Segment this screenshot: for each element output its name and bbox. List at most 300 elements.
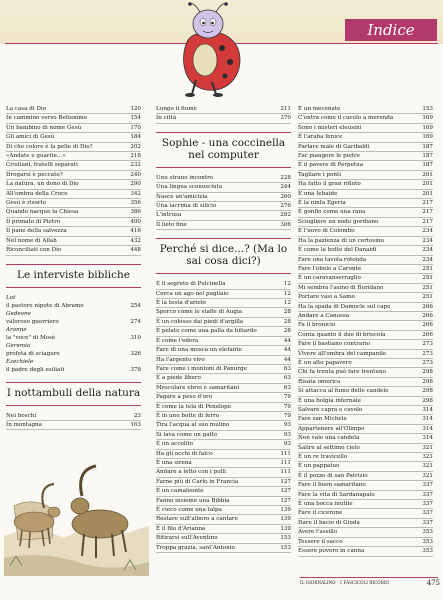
entry-title: Una lingua sconosciuta: [156, 184, 223, 191]
index-entry: [298, 114, 433, 123]
ladybug-illustration: [170, 0, 250, 98]
interview-character: Gedeone: [6, 310, 31, 317]
entry-page: 63: [283, 365, 291, 372]
entry-page: 44: [283, 337, 291, 344]
index-entry: [298, 133, 433, 142]
entry-title: Mescolare ebrei e samaritani: [156, 384, 240, 391]
index-entry: [156, 440, 291, 449]
entry-title: Tagliare i ponti: [298, 171, 342, 178]
entry-page: 187: [422, 143, 433, 150]
entry-page: 169: [422, 124, 433, 131]
index-entry: [298, 246, 433, 255]
entry-title: La casa di Dio: [6, 106, 47, 112]
entry-title: Parlare male di Garibaldi: [298, 143, 370, 150]
entry-title: È un pappatuo: [298, 463, 340, 470]
entry-title: Tira l'acqua al suo mulino: [156, 422, 230, 429]
index-entry: [298, 321, 433, 330]
entry-title: la "voce" di Mosè: [6, 334, 56, 341]
entry-page: 63: [283, 384, 291, 391]
entry-page: 298: [422, 388, 433, 395]
entry-title: È un camaleonte: [156, 488, 204, 495]
entry-title: Di che colore è la pelle di Dio?: [6, 143, 93, 150]
entry-title: Si attacca al fumo delle candele: [298, 388, 389, 395]
entry-page: 251: [422, 294, 433, 301]
index-entry: [298, 415, 433, 424]
entry-title: Restare sull'albero a cantare: [156, 516, 238, 523]
entry-page: 93: [283, 422, 291, 429]
entry-title: Essere povero in canna: [298, 548, 365, 555]
entry-title: Fa il bronicio: [298, 322, 336, 329]
entry-page: 28: [283, 328, 291, 335]
index-entry: [298, 161, 433, 170]
index-entry: [298, 208, 433, 217]
entry-page: 111: [280, 459, 291, 466]
entry-page: 211: [280, 106, 291, 112]
entry-title: Nel nome di Allah: [6, 237, 57, 244]
index-entry: [298, 331, 433, 340]
index-entry: [156, 356, 291, 365]
entry-title: Riconciliati con Dio: [6, 247, 62, 254]
index-entry: [156, 105, 291, 114]
entry-title: È la ninfa Egeria: [298, 200, 346, 207]
index-entry: [298, 547, 433, 556]
index-tab: Indice: [345, 19, 437, 41]
entry-title: C'entra come il cavolo a merenda: [298, 115, 394, 122]
entry-title: Gli amici di Gesù: [6, 134, 55, 141]
entry-title: Fare come i montoni di Panurge: [156, 365, 247, 372]
interview-entry: [6, 366, 141, 374]
entry-page: 28: [283, 309, 291, 316]
entry-title: Gesù è risorto: [6, 200, 47, 207]
entry-title: Ha gli occhi di falco: [156, 450, 213, 457]
entry-title: È come la botte del Danaidi: [298, 247, 377, 254]
entry-page: 370: [280, 115, 291, 122]
entry-page: 326: [130, 350, 141, 357]
entry-page: 321: [422, 444, 433, 451]
entry-title: All'ombra della Croce: [6, 190, 68, 197]
ibex-illustration: [4, 426, 149, 576]
index-entry: [156, 459, 291, 468]
entry-title: Fare san Michele: [298, 416, 347, 423]
index-entry: [156, 299, 291, 308]
entry-title: È il segreto di Pulcinella: [156, 281, 226, 288]
index-entry: [156, 221, 291, 230]
entry-page: 306: [280, 221, 291, 228]
entry-title: Chi fa trenta può fare trentuno: [298, 369, 386, 376]
index-entry: [156, 403, 291, 412]
entry-title: Risata omerica: [298, 378, 341, 385]
entry-page: 234: [422, 228, 433, 235]
index-entry: [156, 308, 291, 317]
entry-page: 201: [422, 171, 433, 178]
entry-page: 139: [280, 516, 291, 523]
nottambuli-title: I nottambuli della natura: [6, 382, 141, 406]
index-entry: [156, 421, 291, 430]
entry-page: 353: [422, 529, 433, 536]
index-entry: [298, 312, 433, 321]
entry-page: 28: [283, 318, 291, 325]
entry-page: 240: [130, 171, 141, 178]
entry-page: 139: [280, 507, 291, 513]
index-entry: [298, 444, 433, 453]
entry-title: È un re travicello: [298, 454, 348, 461]
entry-page: 292: [280, 212, 291, 219]
index-entry: [156, 534, 291, 543]
entry-page: 416: [130, 228, 141, 235]
entry-page: 276: [280, 203, 291, 210]
entry-title: Il primato di Pietro: [6, 218, 61, 225]
entry-title: In cammino verso Betlemme: [6, 115, 88, 122]
entry-title: Tessere il sacco: [298, 538, 343, 545]
entry-page: 337: [422, 501, 433, 508]
perche-title: Perché si dice...? (Ma lo sai cosa dici?): [156, 238, 291, 274]
entry-page: 153: [280, 544, 291, 551]
entry-title: Lungo il fiume: [156, 106, 197, 112]
index-entry: [298, 256, 433, 265]
index-entry: [298, 472, 433, 481]
index-entry: [298, 491, 433, 500]
interview-entry: [6, 350, 141, 358]
index-entry: [298, 180, 433, 189]
entry-title: Far piangere le pietre: [298, 153, 361, 160]
entry-title: Farne più di Carlo in Francia: [156, 478, 239, 485]
bible-interviews-title: Le interviste bibliche: [6, 264, 141, 288]
index-entry: [298, 434, 433, 443]
entry-page: 314: [422, 407, 433, 413]
index-entry: [156, 450, 291, 459]
interview-character: Geremia: [6, 342, 31, 349]
entry-title: È il pozzo di san Patrizio: [298, 472, 368, 479]
entry-page: 314: [422, 425, 433, 432]
entry-title: Il lieto fine: [156, 221, 187, 228]
entry-title: È l'araba fenice: [298, 134, 343, 141]
footer-credit: IL GIORNALINO · 1 FASCICOLI RICORDI: [300, 580, 389, 585]
entry-page: 234: [422, 237, 433, 244]
index-entry: [6, 143, 141, 152]
index-entry: [156, 318, 291, 327]
entry-title: Nei boschi: [6, 412, 37, 419]
index-entry: [298, 105, 433, 114]
index-entry: [298, 293, 433, 302]
entry-title: Vivere all'ombra del campanile: [298, 350, 387, 357]
entry-title: È una Iebaide: [298, 190, 338, 197]
index-entry: [6, 208, 141, 217]
entry-title: È un colosso dai piedi d'argilla: [156, 318, 244, 325]
entry-title: Avere l'assillo: [298, 529, 338, 536]
entry-page: 337: [422, 491, 433, 498]
entry-page: 314: [422, 416, 433, 423]
entry-page: 448: [130, 247, 141, 254]
index-entry: [298, 274, 433, 283]
entry-title: Ha fatto il gran rifiuto: [298, 181, 361, 188]
entry-title: È una bocca inutile: [298, 501, 353, 508]
entry-page: 187: [422, 162, 433, 169]
index-entry: [298, 359, 433, 368]
index-entry: [156, 193, 291, 202]
index-entry: [298, 237, 433, 246]
entry-page: 153: [280, 535, 291, 542]
entry-title: Sporco come le stalle di Augia: [156, 309, 243, 316]
entry-page: 169: [422, 134, 433, 141]
index-entry: [156, 506, 291, 515]
index-entry: [156, 525, 291, 534]
entry-title: Cerca un ago nel pagliaio: [156, 290, 229, 297]
entry-title: È come la tela di Penelope: [156, 403, 232, 410]
entry-title: È una sirena: [156, 459, 192, 466]
entry-title: «Andate e guarite...»: [6, 153, 66, 160]
index-entry: [156, 346, 291, 355]
entry-page: 218: [130, 153, 141, 160]
index-column-3: [298, 105, 433, 557]
entry-page: 127: [280, 478, 291, 485]
index-entry: [156, 327, 291, 336]
index-entry: [156, 412, 291, 421]
entry-page: 79: [283, 412, 291, 419]
entry-title: profeta di sciagure: [6, 350, 60, 357]
entry-page: 201: [422, 181, 433, 188]
entry-title: Una lacrima di silicio: [156, 203, 217, 210]
index-entry: [6, 180, 141, 189]
entry-page: 321: [422, 463, 433, 470]
entry-page: 353: [422, 538, 433, 545]
entry-page: 232: [130, 162, 141, 169]
index-entry: [298, 265, 433, 274]
entry-page: 321: [422, 472, 433, 479]
entry-page: 127: [280, 497, 291, 504]
index-entry: [156, 374, 291, 383]
entry-title: È la testa d'ariete: [156, 300, 207, 307]
index-entry: [298, 218, 433, 227]
entry-page: 298: [422, 397, 433, 404]
entry-page: 234: [422, 256, 433, 263]
entry-title: In montagna: [6, 421, 42, 428]
entry-page: 321: [422, 454, 433, 461]
entry-page: 266: [422, 331, 433, 338]
index-entry: [6, 114, 141, 123]
entry-title: È gonfio come una rana: [298, 209, 366, 216]
index-column-2: [156, 105, 291, 553]
index-entry: [6, 161, 141, 170]
entry-page: 254: [130, 302, 141, 309]
index-entry: [298, 509, 433, 518]
entry-title: Quando nacque la Chiesa: [6, 209, 79, 216]
entry-title: Sono i misteri eleusini: [298, 124, 362, 131]
entry-page: 12: [283, 281, 291, 288]
entry-page: 266: [422, 312, 433, 319]
index-entry: [156, 290, 291, 299]
entry-title: Fare di una mosca un elefante: [156, 347, 242, 354]
index-entry: [298, 528, 433, 537]
index-entry: [156, 431, 291, 440]
entry-title: L'intrusa: [156, 212, 182, 219]
entry-page: 273: [422, 359, 433, 366]
index-entry: [298, 425, 433, 434]
entry-title: È a piede libero: [156, 375, 201, 382]
entry-page: 184: [130, 134, 141, 141]
index-entry: [156, 337, 291, 346]
index-entry: [298, 462, 433, 471]
index-column-1: [6, 105, 141, 430]
interview-entry: [6, 334, 141, 342]
index-entry: [6, 412, 141, 421]
index-entry: [6, 152, 141, 161]
index-entry: [298, 284, 433, 293]
entry-title: È cieco come una talpa: [156, 507, 222, 513]
entry-page: 153: [422, 106, 433, 112]
entry-page: 337: [422, 519, 433, 526]
entry-page: 378: [130, 366, 141, 373]
index-entry: [156, 211, 291, 220]
entry-title: Andare a letto con i polli: [156, 469, 226, 476]
index-entry: [298, 143, 433, 152]
entry-page: 44: [283, 347, 291, 354]
entry-page: 44: [283, 356, 291, 363]
index-entry: [156, 468, 291, 477]
entry-title: In città: [156, 115, 177, 122]
entry-page: 273: [422, 350, 433, 357]
index-entry: [6, 246, 141, 255]
index-entry: [298, 397, 433, 406]
entry-page: 273: [422, 341, 433, 348]
entry-page: 260: [280, 193, 291, 200]
entry-page: 139: [280, 525, 291, 532]
index-entry: [156, 515, 291, 524]
entry-page: 266: [422, 303, 433, 310]
entry-title: Sciogliere un nodo gordiano: [298, 218, 379, 225]
entry-page: 298: [422, 369, 433, 376]
index-entry: [6, 199, 141, 208]
entry-page: 251: [422, 284, 433, 291]
entry-page: 251: [422, 265, 433, 272]
index-entry: [156, 478, 291, 487]
sophie-title: Sophie - una coccinella nel computer: [156, 132, 291, 168]
entry-title: il padre degli esiliati: [6, 366, 65, 373]
entry-page: 353: [422, 548, 433, 555]
entry-page: 163: [130, 421, 141, 428]
entry-page: 356: [130, 200, 141, 207]
index-entry: [298, 190, 433, 199]
index-entry: [298, 387, 433, 396]
interview-character: Ezechiele: [6, 358, 34, 365]
entry-title: Portare vasi a Samo: [298, 294, 355, 301]
index-entry: [298, 406, 433, 415]
entry-title: Dare il bacio di Giuda: [298, 519, 360, 526]
entry-title: È il pavere di Perpetua: [298, 162, 364, 169]
index-entry: [156, 497, 291, 506]
entry-title: Fare il bastiano contrario: [298, 341, 371, 348]
index-entry: [156, 384, 291, 393]
entry-title: La natura, un dono di Dio: [6, 181, 79, 188]
index-entry: [156, 365, 291, 374]
interview-character: Lot: [6, 294, 16, 301]
entry-page: 127: [280, 488, 291, 495]
index-entry: [298, 378, 433, 387]
entry-title: È come l'edera: [156, 337, 199, 344]
entry-page: 342: [130, 190, 141, 197]
index-entry: [156, 487, 291, 496]
index-entry: [298, 303, 433, 312]
entry-title: È l'uovo di Colombo: [298, 228, 355, 235]
index-entry: [298, 519, 433, 528]
entry-title: Ha la spada di Damocle sul capo: [298, 303, 391, 310]
footer: [300, 577, 440, 589]
index-entry: [156, 202, 291, 211]
entry-page: 187: [422, 153, 433, 160]
index-entry: [6, 171, 141, 180]
entry-title: È un accolito: [156, 441, 194, 448]
entry-title: Ritirarsi sull'Aventino: [156, 535, 218, 542]
entry-title: Troppa grazia, sant'Antonio: [156, 544, 235, 551]
index-entry: [156, 544, 291, 553]
index-entry: [298, 538, 433, 547]
entry-page: 251: [422, 275, 433, 282]
entry-page: 12: [283, 300, 291, 307]
entry-page: 217: [422, 209, 433, 216]
entry-title: Un bambino di nome Gesù: [6, 124, 82, 131]
entry-page: 93: [283, 441, 291, 448]
index-entry: [156, 393, 291, 402]
page-number: 475: [426, 579, 440, 587]
entry-page: 79: [283, 394, 291, 401]
entry-title: Ha l'argento vivo: [156, 356, 205, 363]
entry-title: il pastore nipote di Abramo: [6, 302, 84, 309]
entry-title: valoroso guerriero: [6, 318, 59, 325]
index-entry: [298, 500, 433, 509]
entry-page: 298: [422, 378, 433, 385]
interview-character: Aronne: [6, 326, 27, 333]
entry-page: 244: [280, 184, 291, 191]
entry-title: È un caravanserraglio: [298, 275, 361, 282]
entry-title: Fare l'obolo a Caronte: [298, 265, 362, 272]
index-entry: [156, 174, 291, 183]
entry-title: Fare il cicerone: [298, 510, 343, 517]
index-entry: [6, 227, 141, 236]
entry-title: Appartenere all'Olimpo: [298, 425, 365, 432]
entry-title: Salvare capra e cavolo: [298, 407, 363, 413]
index-entry: [6, 218, 141, 227]
entry-page: 111: [280, 450, 291, 457]
index-entry: [298, 152, 433, 161]
index-entry: [156, 114, 291, 123]
entry-page: 120: [130, 106, 141, 112]
index-entry: [6, 105, 141, 114]
entry-page: 217: [422, 200, 433, 207]
entry-page: 23: [133, 412, 141, 419]
entry-title: Fare la vita di Sardanapalo: [298, 491, 375, 498]
index-entry: [298, 124, 433, 133]
index-entry: [298, 368, 433, 377]
entry-title: Nasce un'amicizia: [156, 193, 208, 200]
entry-title: Fanno insieme una Bibbia: [156, 497, 230, 504]
index-entry: [298, 453, 433, 462]
entry-page: 314: [422, 435, 433, 442]
entry-page: 202: [130, 143, 141, 150]
index-entry: [298, 227, 433, 236]
entry-page: 93: [283, 431, 291, 438]
entry-title: Si lava come un gatto: [156, 431, 218, 438]
entry-title: Pagare a peso d'oro: [156, 394, 213, 401]
entry-title: Ha la pazienza di un certosino: [298, 237, 385, 244]
entry-title: È una bolgia infernale: [298, 397, 361, 404]
entry-title: Fare il buon samaritano: [298, 482, 366, 489]
entry-page: 337: [422, 510, 433, 517]
entry-title: Fare una tavola rotonda: [298, 256, 367, 263]
entry-page: 337: [422, 482, 433, 489]
entry-page: 111: [280, 469, 291, 476]
entry-page: 12: [283, 290, 291, 297]
index-entry: [298, 481, 433, 490]
index-entry: [298, 340, 433, 349]
